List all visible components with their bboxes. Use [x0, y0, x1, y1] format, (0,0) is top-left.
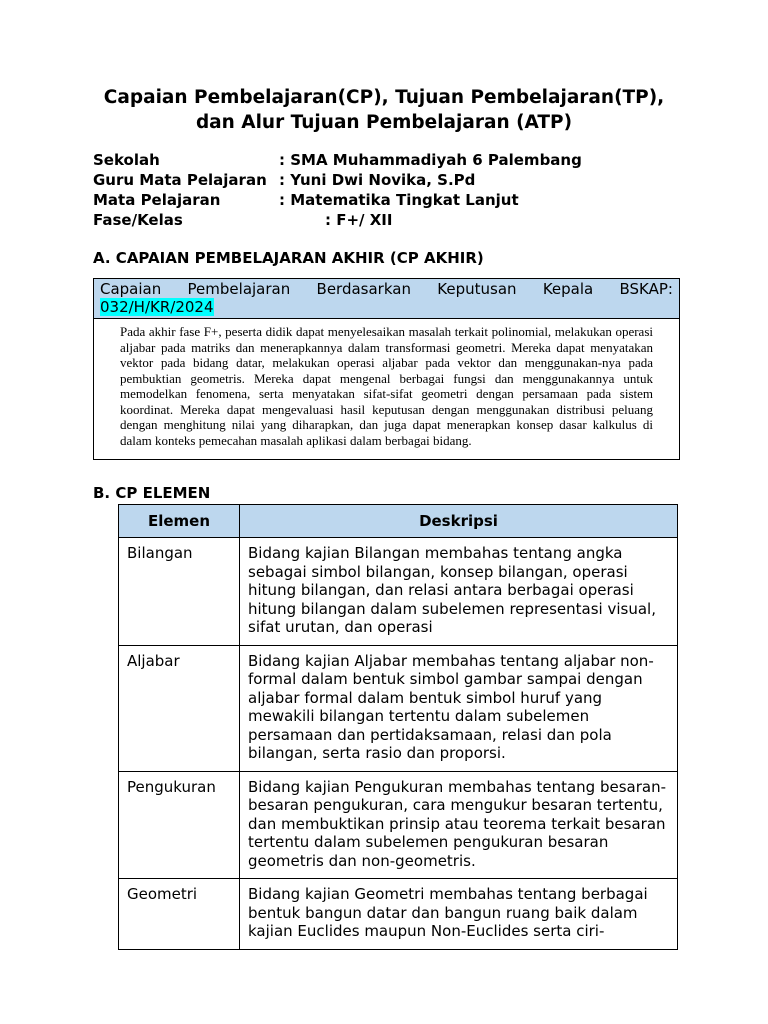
section-a-heading: A. CAPAIAN PEMBELAJARAN AKHIR (CP AKHIR): [93, 249, 484, 267]
cp-header-word: Pembelajaran: [187, 280, 291, 298]
cp-header-word: Keputusan: [437, 280, 517, 298]
cp-elemen-table: [118, 504, 678, 950]
info-label: Guru Mata Pelajaran: [93, 171, 267, 189]
bskap-code-highlight: 032/H/KR/2024: [100, 298, 214, 316]
elemen-cell: Aljabar: [119, 645, 240, 771]
deskripsi-cell: Bidang kajian Bilangan membahas tentang angka sebagai simbol bilangan, konsep bilangan, operasi hitung bilangan, dan relasi antara berbagai operasi hitung bilangan dalam subelemen representasi visual, sifat urutan, dan operasi: [240, 538, 678, 646]
info-value: : Yuni Dwi Novika, S.Pd: [279, 171, 476, 189]
table-header-row: [119, 505, 678, 538]
deskripsi-cell: Bidang kajian Geometri membahas tentang berbagai bentuk bangun datar dan bangun ruang baik dalam kajian Euclides maupun Non-Euclides serta ciri-: [240, 879, 678, 950]
elemen-cell: Geometri: [119, 879, 240, 950]
cp-header-word: Kepala: [542, 280, 594, 298]
cp-box-header: [94, 279, 679, 319]
info-label: Fase/Kelas: [93, 211, 183, 229]
deskripsi-cell: Bidang kajian Aljabar membahas tentang aljabar non-formal dalam bentuk simbol gambar sampai dengan aljabar formal dalam bentuk simbol huruf yang mewakili bilangan tertentu dalam subelemen persamaan dan pertidaksamaan, relasi dan pola bilangan, serta rasio dan proporsi.: [240, 645, 678, 771]
info-label: Mata Pelajaran: [93, 191, 221, 209]
cp-header-word: Capaian: [100, 280, 162, 298]
document-title: [0, 85, 768, 135]
elemen-cell: Bilangan: [119, 538, 240, 646]
column-header-elemen: Elemen: [119, 505, 240, 538]
info-value: : F+/ XII: [325, 211, 393, 229]
table-row: [119, 538, 678, 646]
cp-header-line: [100, 280, 673, 298]
info-value: : Matematika Tingkat Lanjut: [279, 191, 519, 209]
cp-akhir-text: Pada akhir fase F+, peserta didik dapat menyelesaikan masalah terkait polinomial, melakukan operasi aljabar pada matriks dan menerapkannya dalam transformasi geometri. Mereka dapat menyatakan vektor pada bidang datar, melakukan operasi aljabar pada vektor dan menggunakan-nya pada pembuktian geometris. Mereka dapat mengenal berbagai fungsi dan menggunakannya untuk memodelkan fenomena, serta menyatakan sifat-sifat geometri dengan persamaan pada sistem koordinat. Mereka dapat mengevaluasi hasil keputusan dengan menggunakan distribusi peluang dengan menghitung nilai yang diharapkan, dan juga dapat menerapkan konsep dasar kalkulus di dalam konteks pemecahan masalah aplikasi dalam berbagai bidang.: [120, 324, 653, 448]
deskripsi-cell: Bidang kajian Pengukuran membahas tentang besaran- besaran pengukuran, cara mengukur besaran tertentu, dan membuktikan prinsip atau teorema terkait besaran tertentu dalam subelemen pengukuran besaran geometris dan non-geometris.: [240, 771, 678, 879]
info-value: : SMA Muhammadiyah 6 Palembang: [279, 151, 582, 169]
cp-header-word: Berdasarkan: [316, 280, 411, 298]
table-row: [119, 879, 678, 950]
table-row: [119, 645, 678, 771]
title-line-1: Capaian Pembelajaran(CP), Tujuan Pembelajaran(TP),: [103, 87, 665, 108]
column-header-deskripsi: Deskripsi: [240, 505, 678, 538]
section-b-heading: B. CP ELEMEN: [93, 484, 211, 502]
cp-header-word: BSKAP:: [619, 280, 673, 298]
elemen-cell: Pengukuran: [119, 771, 240, 879]
cp-akhir-box: [93, 278, 680, 460]
title-line-2: dan Alur Tujuan Pembelajaran (ATP): [195, 112, 573, 133]
table-row: [119, 771, 678, 879]
info-label: Sekolah: [93, 151, 160, 169]
